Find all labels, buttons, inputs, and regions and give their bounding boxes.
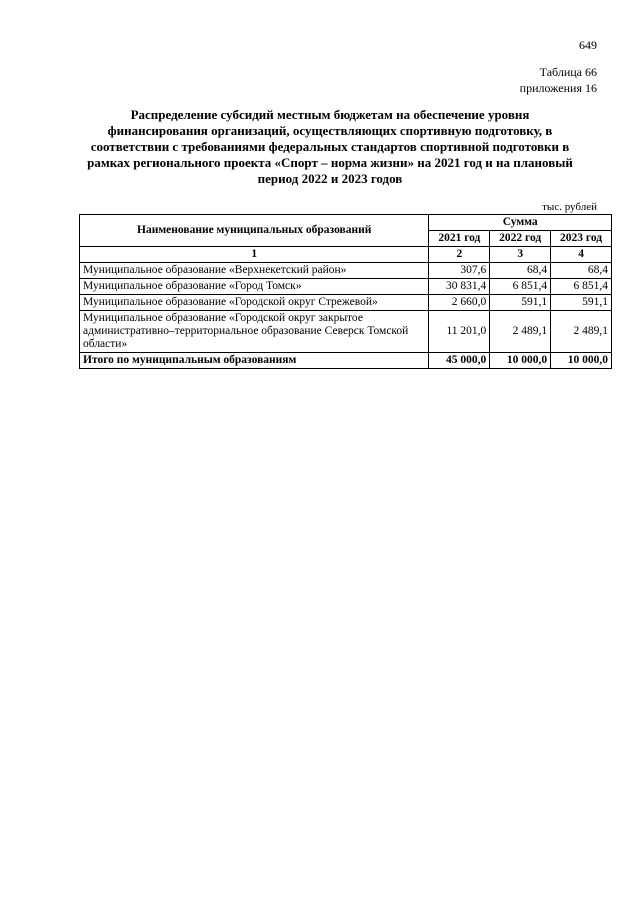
table-row xyxy=(80,311,612,353)
unit-label: тыс. рублей xyxy=(542,201,597,213)
header-year-2021: 2021 год xyxy=(429,231,490,247)
header-name: Наименование муниципальных образований xyxy=(80,215,429,247)
page-number: 649 xyxy=(579,38,597,52)
value-2022: 591,1 xyxy=(490,295,551,311)
table-reference xyxy=(520,64,597,96)
value-2023: 6 851,4 xyxy=(551,279,612,295)
column-number: 2 xyxy=(429,247,490,263)
total-2022: 10 000,0 xyxy=(490,353,551,369)
subsidy-table xyxy=(79,214,612,369)
value-2021: 307,6 xyxy=(429,263,490,279)
value-2023: 591,1 xyxy=(551,295,612,311)
municipality-name: Муниципальное образование «Верхнекетский район» xyxy=(80,263,429,279)
total-2021: 45 000,0 xyxy=(429,353,490,369)
table-number: Таблица 66 xyxy=(539,65,597,79)
municipality-name: Муниципальное образование «Городской округ закрытое административно–территориальное образование Северск Томской области» xyxy=(80,311,429,353)
document-title: Распределение субсидий местным бюджетам на обеспечение уровня финансирования организаций, осуществляющих спортивную подготовку, в соответствии с требованиями федеральных стандартов спортивной подготовки в рамках регионального проекта «Спорт – норма жизни» на 2021 год и на плановый период 2022 и 2023 годов xyxy=(87,107,573,186)
value-2023: 2 489,1 xyxy=(551,311,612,353)
column-numbers-row xyxy=(80,247,612,263)
table-row xyxy=(80,279,612,295)
header-year-2022: 2022 год xyxy=(490,231,551,247)
municipality-name: Муниципальное образование «Город Томск» xyxy=(80,279,429,295)
column-number: 3 xyxy=(490,247,551,263)
total-row xyxy=(80,353,612,369)
value-2021: 2 660,0 xyxy=(429,295,490,311)
table-row xyxy=(80,295,612,311)
header-year-2023: 2023 год xyxy=(551,231,612,247)
value-2021: 30 831,4 xyxy=(429,279,490,295)
header-row xyxy=(80,215,612,231)
value-2022: 6 851,4 xyxy=(490,279,551,295)
total-label: Итого по муниципальным образованиям xyxy=(80,353,429,369)
municipality-name: Муниципальное образование «Городской округ Стрежевой» xyxy=(80,295,429,311)
appendix-number: приложения 16 xyxy=(519,81,597,95)
total-2023: 10 000,0 xyxy=(551,353,612,369)
table-row xyxy=(80,263,612,279)
value-2022: 2 489,1 xyxy=(490,311,551,353)
value-2022: 68,4 xyxy=(490,263,551,279)
value-2023: 68,4 xyxy=(551,263,612,279)
column-number: 1 xyxy=(80,247,429,263)
header-sum: Сумма xyxy=(429,215,612,231)
column-number: 4 xyxy=(551,247,612,263)
value-2021: 11 201,0 xyxy=(429,311,490,353)
